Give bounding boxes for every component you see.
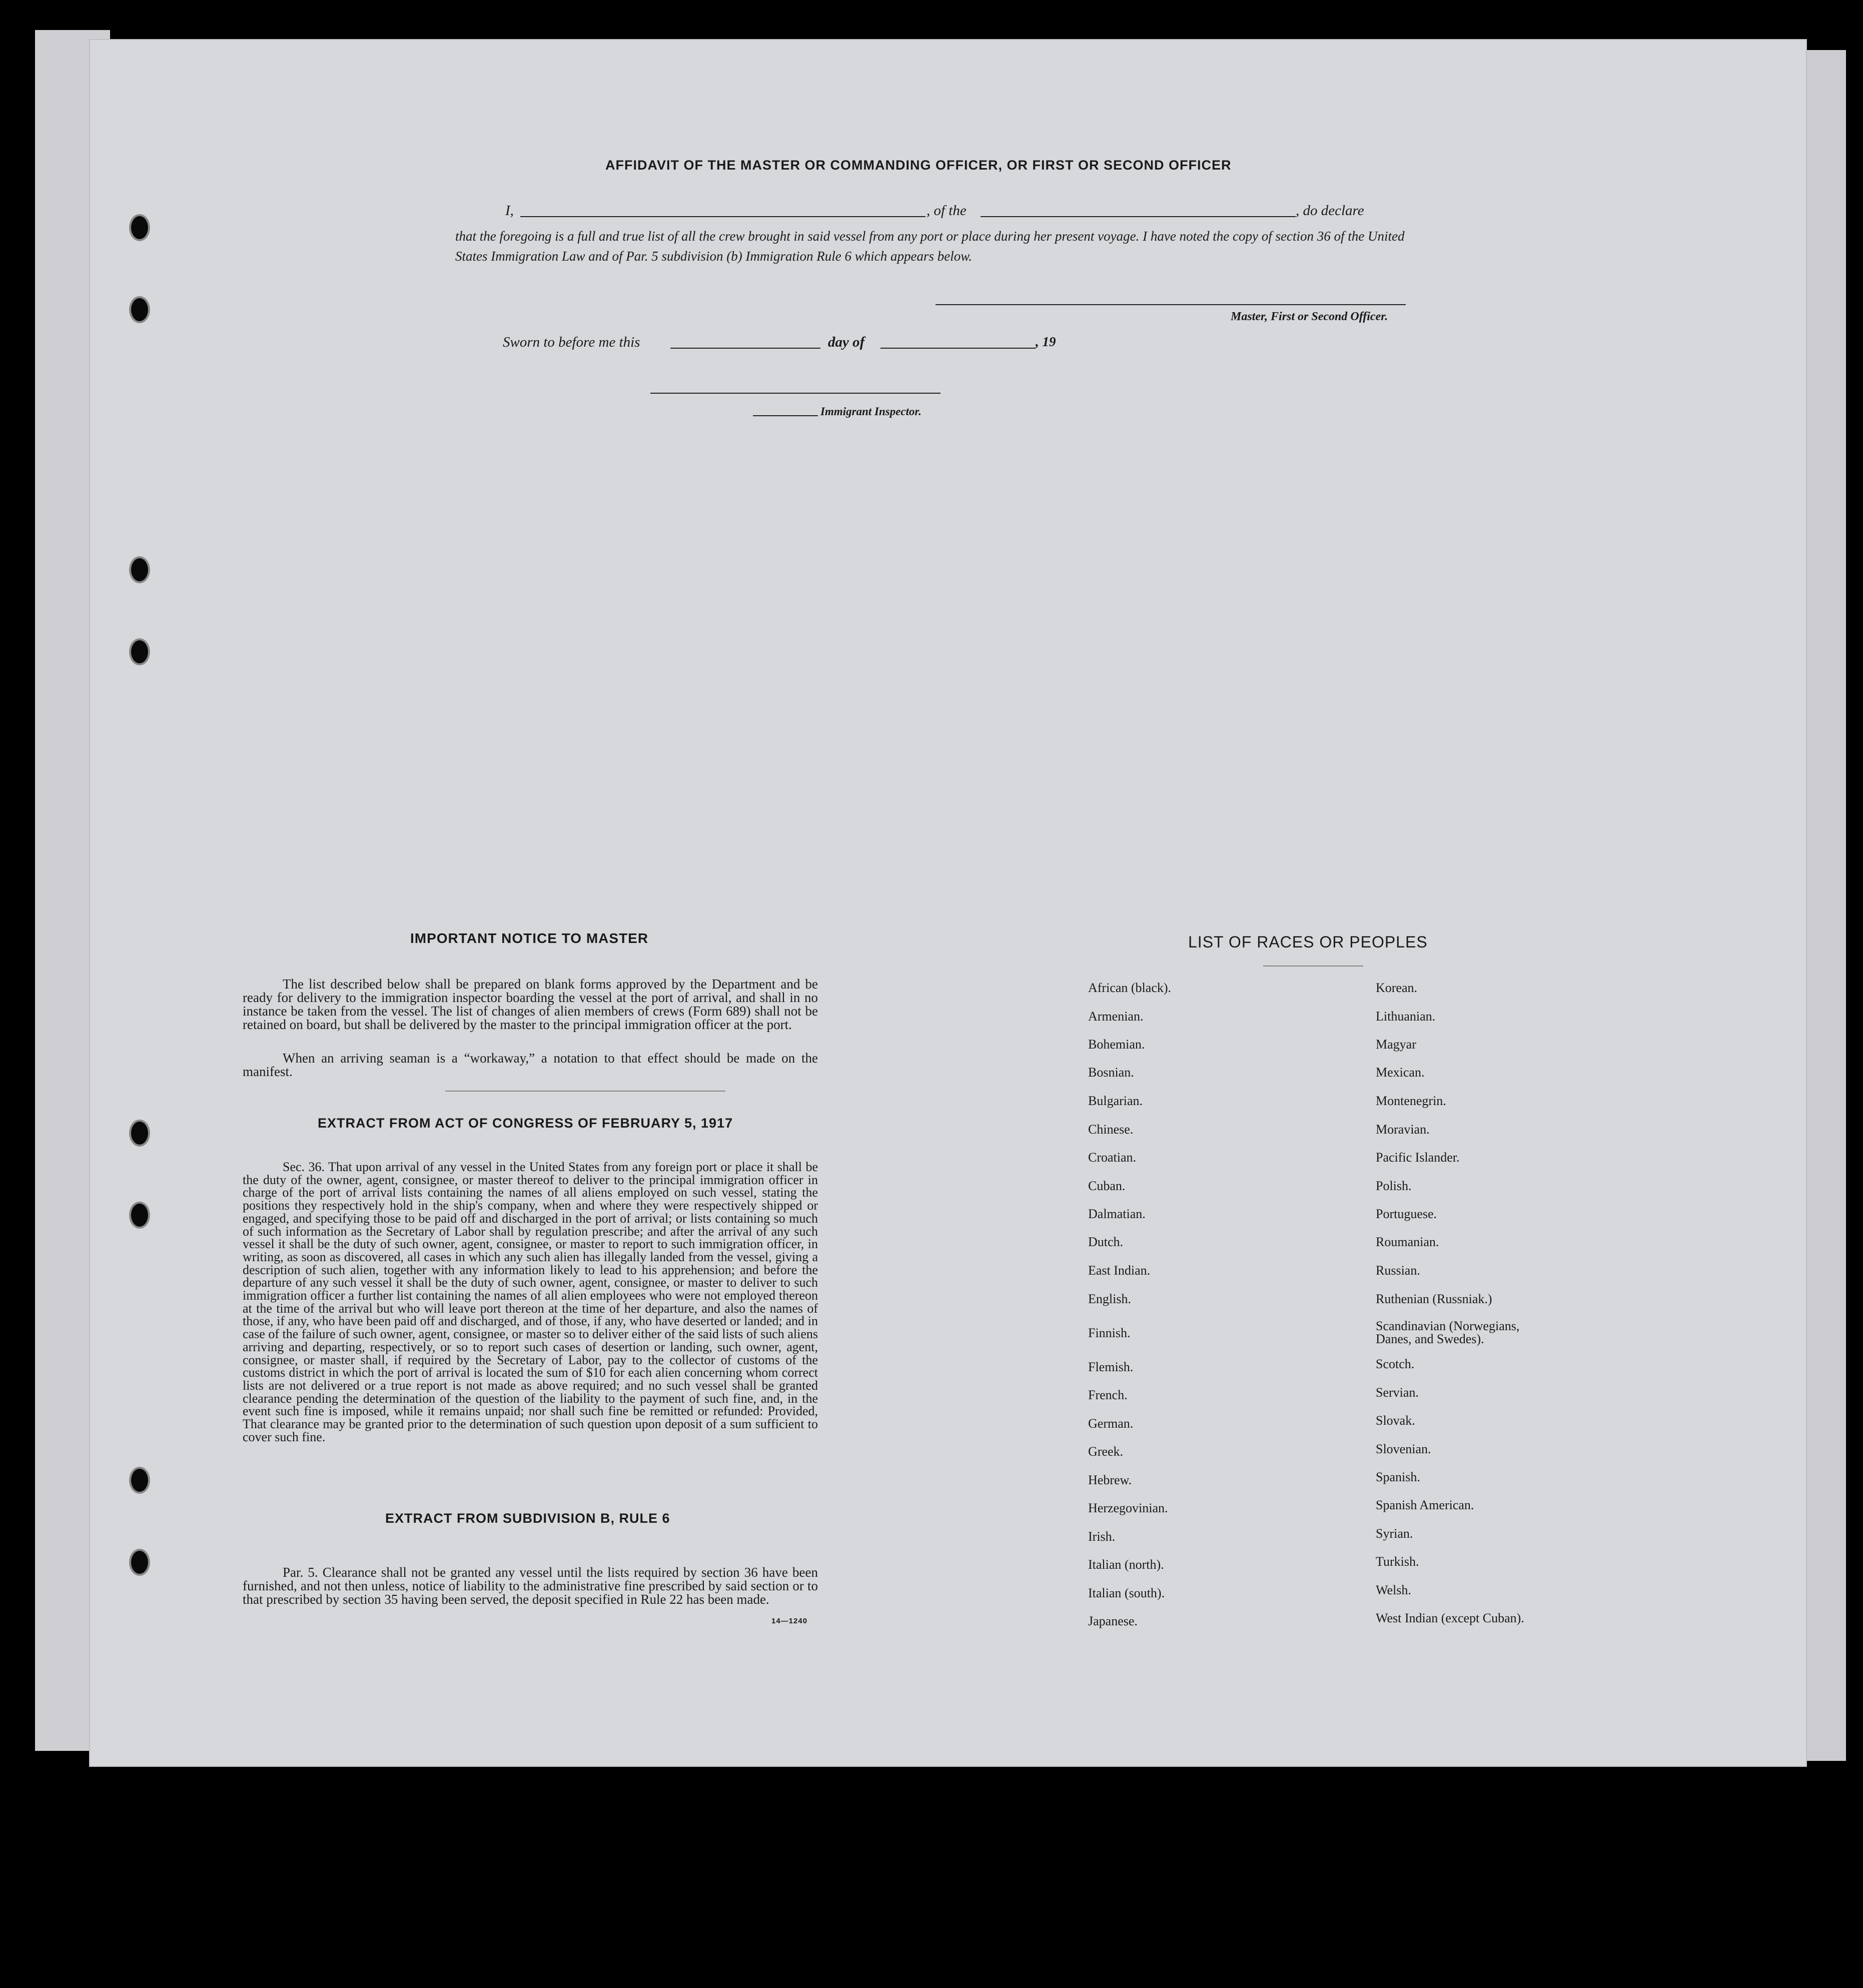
notice-paragraph-1: The list described below shall be prepared on blank forms approved by the Department and be ready for delivery to the immigration inspector boarding the vessel at the port of arrival, and shall in no instance be taken from the vessel. The list of changes of alien members of crews (Form 689) shall not be retained on board, but shall be delivered by the master to the principal immigration officer at the port. <box>243 976 818 1032</box>
race-item: Flemish. <box>1088 1360 1134 1374</box>
inspector-signature-line[interactable] <box>650 393 941 394</box>
race-item: Roumanian. <box>1376 1235 1439 1249</box>
race-item: Syrian. <box>1376 1526 1413 1541</box>
binder-hole <box>129 638 150 665</box>
race-item: Magyar <box>1376 1037 1416 1052</box>
race-item: Armenian. <box>1088 1009 1144 1024</box>
race-item: Lithuanian. <box>1376 1009 1436 1024</box>
sworn-day-blank[interactable] <box>670 348 820 349</box>
race-item: French. <box>1088 1388 1128 1402</box>
binder-hole <box>129 1467 150 1494</box>
binder-hole <box>129 1202 150 1229</box>
vessel-blank[interactable] <box>981 216 1296 217</box>
binder-hole <box>129 296 150 323</box>
race-item: Dutch. <box>1088 1235 1124 1249</box>
race-item: Montenegrin. <box>1376 1094 1446 1108</box>
race-item: Cuban. <box>1088 1179 1126 1193</box>
sworn-month-blank[interactable] <box>880 348 1036 349</box>
races-title: LIST OF RACES OR PEOPLES <box>1188 933 1428 951</box>
race-item: Hebrew. <box>1088 1473 1132 1487</box>
race-item: German. <box>1088 1416 1134 1431</box>
master-signature-label: Master, First or Second Officer. <box>1231 310 1388 323</box>
race-item: Irish. <box>1088 1529 1116 1544</box>
affidavit-of-the: , of the <box>926 203 967 219</box>
race-item: Herzegovinian. <box>1088 1501 1168 1515</box>
day-of-label: day of <box>828 334 865 350</box>
binder-hole <box>129 1120 150 1147</box>
race-item: Pacific Islander. <box>1376 1150 1460 1165</box>
race-item: Servian. <box>1376 1385 1419 1400</box>
race-item: Scotch. <box>1376 1357 1415 1371</box>
race-item: Slovak. <box>1376 1413 1415 1428</box>
form-number: 14—1240 <box>771 1617 808 1625</box>
race-item: Finnish. <box>1088 1326 1131 1340</box>
separator <box>445 1091 725 1092</box>
notice-paragraph-2: When an arriving seaman is a “workaway,” a notation to that effect should be made on the manifest. <box>243 1051 818 1079</box>
race-item: Bohemian. <box>1088 1037 1145 1052</box>
race-item: Spanish. <box>1376 1470 1420 1484</box>
separator <box>1263 965 1363 966</box>
race-item: Spanish American. <box>1376 1498 1474 1512</box>
form-page <box>90 40 1806 1766</box>
race-item: West Indian (except Cuban). <box>1376 1611 1524 1625</box>
inspector-short-line <box>753 415 818 416</box>
race-item: Mexican. <box>1376 1065 1425 1080</box>
race-item: Bosnian. <box>1088 1065 1134 1080</box>
affidavit-title: AFFIDAVIT OF THE MASTER OR COMMANDING OFFICER, OR FIRST OR SECOND OFFICER <box>605 158 1232 173</box>
notice-title: IMPORTANT NOTICE TO MASTER <box>410 930 649 946</box>
extract-act-text: Sec. 36. That upon arrival of any vessel in the United States from any foreign port or place it shall be the duty of the owner, agent, consignee, or master thereof to deliver to the principal immigration officer in charge of the port of arrival lists containing the names of all aliens employed on such vessel, stating the positions they respectively hold in the ship's company, when and where they were respectively shipped or engaged, and specifying those to be paid off and discharged in the port of arrival; or lists containing so much of such information as the Secretary of Labor shall by regulation prescribe; and after the arrival of any such vessel it shall be the duty of such owner, agent, consignee, or master to report to such immigration officer, in writing, as soon as discovered, all cases in which any such alien has illegally landed from the vessel, giving a description of such alien, together with any information likely to lead to his apprehension; and before the departure of any such vessel it shall be the duty of such owner, agent, consignee, or master to deliver to such immigration officer a further list containing the names of all alien employees who were not employed thereon at the time of the arrival but who will leave port thereon at the time of her departure, and also the names of those, if any, who have been paid off and discharged, and of those, if any, who have deserted or landed; and in case of the failure of such owner, agent, consignee, or master so to deliver either of the said lists of such aliens arriving and departing, respectively, or so to report such cases of desertion or landing, such owner, agent, consignee, or master shall, if required by the Secretary of Labor, pay to the collector of customs of the customs district in which the port of arrival is located the sum of $10 for each alien concerning whom correct lists are not delivered or a true report is not made as above required; and no such vessel shall be granted clearance pending the determination of the question of the liability to the payment of such fine, and, in the event such fine is imposed, while it remains unpaid; nor shall such fine be remitted or refunded: Provided, That clearance may be granted prior to the determination of such question upon deposit of a sum sufficient to cover such fine. <box>243 1160 818 1444</box>
race-item: Polish. <box>1376 1179 1412 1193</box>
race-item: Chinese. <box>1088 1122 1134 1137</box>
extract-act-title: EXTRACT FROM ACT OF CONGRESS OF FEBRUARY 5, 1917 <box>318 1116 733 1131</box>
race-item: Greek. <box>1088 1444 1124 1459</box>
master-signature-line[interactable] <box>936 304 1406 305</box>
race-item: Italian (south). <box>1088 1586 1165 1600</box>
race-item: Slovenian. <box>1376 1442 1431 1456</box>
race-item: East Indian. <box>1088 1263 1151 1278</box>
race-item: African (black). <box>1088 980 1172 995</box>
race-item: Russian. <box>1376 1263 1420 1278</box>
binder-hole <box>129 556 150 583</box>
race-item: English. <box>1088 1292 1131 1306</box>
inspector-label: Immigrant Inspector. <box>820 405 921 418</box>
binder-hole <box>129 1549 150 1576</box>
race-item: Italian (north). <box>1088 1557 1164 1572</box>
affidavit-i-label: I, <box>505 203 514 219</box>
race-item: Japanese. <box>1088 1614 1138 1628</box>
year-label: , 19 <box>1036 334 1056 349</box>
race-item: Dalmatian. <box>1088 1207 1146 1221</box>
race-item: Portuguese. <box>1376 1207 1437 1221</box>
extract-rule-text: Par. 5. Clearance shall not be granted any vessel until the lists required by section 36 have been furnished, and not then unless, notice of liability to the administrative fine prescribed by said section or to that prescribed by section 35 having been served, the deposit specified in Rule 22 has been made. <box>243 1565 818 1607</box>
affidavit-do-declare: , do declare <box>1296 203 1364 219</box>
race-item: Scandinavian (Norwegians, Danes, and Swedes). <box>1376 1319 1520 1346</box>
race-item: Bulgarian. <box>1088 1094 1143 1108</box>
race-item: Ruthenian (Russniak.) <box>1376 1292 1492 1306</box>
race-item: Turkish. <box>1376 1554 1419 1569</box>
race-item: Welsh. <box>1376 1583 1411 1597</box>
affidavit-body: that the foregoing is a full and true list of all the crew brought in said vessel from any port or place during her present voyage. I have noted the copy of section 36 of the United States Immigration Law and of Par. 5 subdivision (b) Immigration Rule 6 which appears below. <box>455 229 1405 264</box>
sworn-label: Sworn to before me this <box>503 334 640 350</box>
extract-rule-title: EXTRACT FROM SUBDIVISION B, RULE 6 <box>385 1511 670 1526</box>
race-item: Moravian. <box>1376 1122 1430 1137</box>
race-item: Croatian. <box>1088 1150 1137 1165</box>
name-blank[interactable] <box>520 216 925 217</box>
binder-hole <box>129 214 150 241</box>
race-item: Korean. <box>1376 980 1418 995</box>
